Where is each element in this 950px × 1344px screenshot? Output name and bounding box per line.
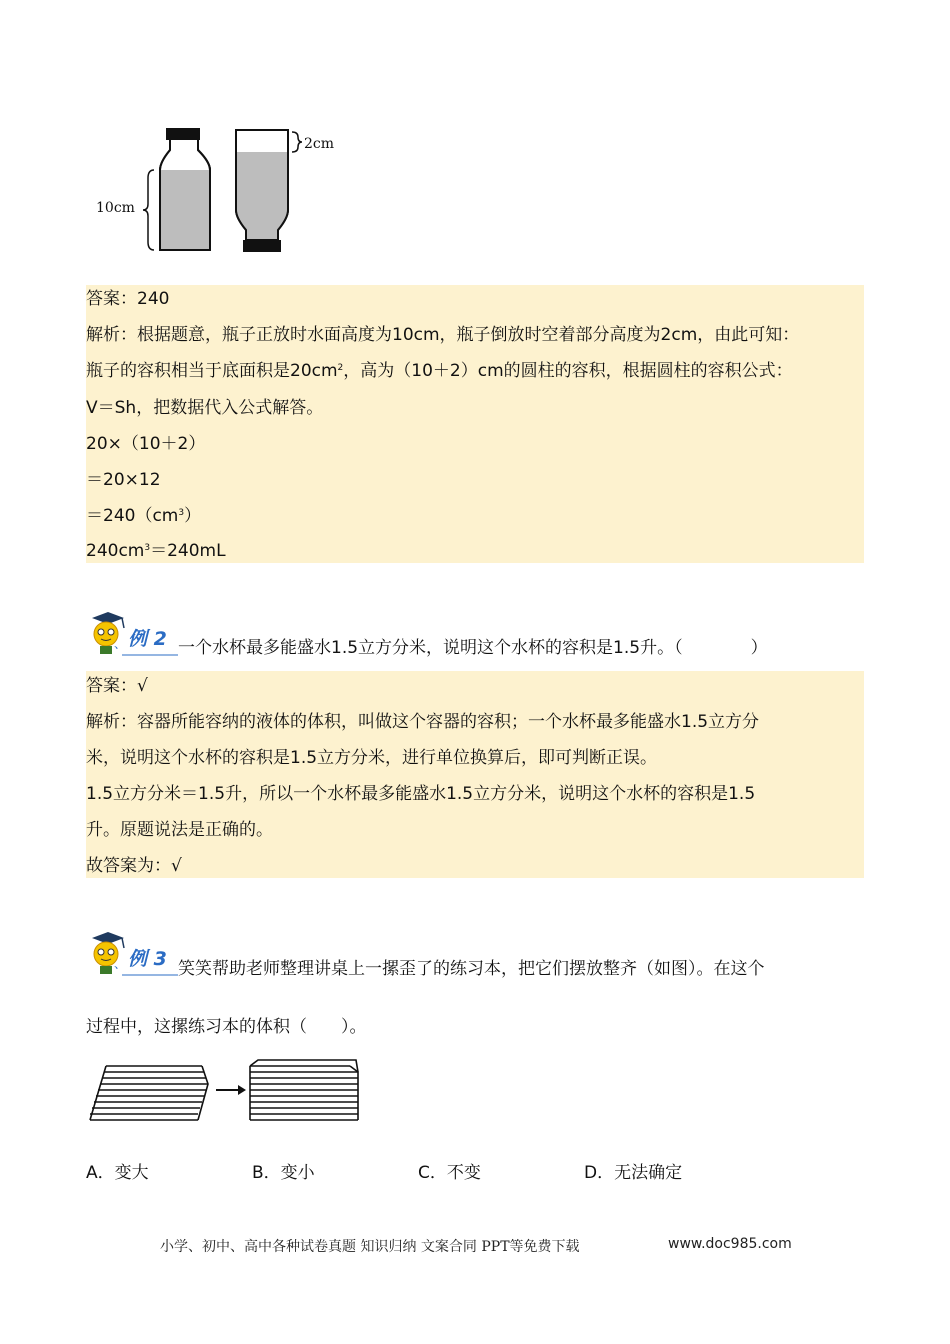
example3-question-line1: 笑笑帮助老师整理讲桌上一摞歪了的练习本，把它们摆放整齐（如图）。在这个: [178, 959, 765, 979]
notebook-stack-diagram: [88, 1056, 368, 1128]
example1-calc2: ＝20×12: [86, 470, 161, 490]
example2-badge: 例 2: [128, 628, 167, 650]
bottle-figure: [88, 122, 348, 257]
option-d: D．无法确定: [584, 1163, 683, 1183]
option-a: A．变大: [86, 1163, 149, 1183]
left-bottle-cap: [166, 128, 200, 140]
tilted-stack: [90, 1066, 208, 1120]
example3-header: [86, 928, 866, 978]
example1-analysis-line2: 瓶子的容积相当于底面积是$20cm^2$，高为（10＋2）cm的圆柱的容积，根据圆柱的容积公式：: [86, 361, 793, 381]
example1-analysis-line1: 解析：根据题意，瓶子正放时水面高度为10cm，瓶子倒放时空着部分高度为2cm，由此可知：: [86, 325, 800, 345]
example2-conclusion: 故答案为：√: [86, 856, 182, 876]
aligned-stack: [250, 1060, 358, 1120]
notebook-stack-figure: [88, 1056, 368, 1128]
footer-text: 小学、初中、高中各种试卷真题 知识归纳 文案合同 PPT等免费下载: [160, 1239, 580, 1255]
example1-calc3: $=240(cm^3)$: [86, 506, 202, 526]
left-bottle-water: [161, 170, 209, 249]
right-bottle-cap: [243, 240, 281, 252]
option-b: B．变小: [252, 1163, 315, 1183]
example2-header: [86, 610, 866, 658]
label-2cm: 2cm: [304, 136, 335, 152]
svg-text:、: 、: [114, 637, 127, 651]
example3-question-line2: 过程中，这摞练习本的体积（ ）。: [86, 1017, 367, 1037]
svg-text:、: 、: [114, 957, 127, 971]
footer-url[interactable]: www.doc985.com: [668, 1236, 792, 1252]
example3-badge: 例 3: [128, 948, 167, 970]
example1-answer-box: [86, 285, 864, 563]
example2-analysis-line4: 升。原题说法是正确的。: [86, 820, 273, 840]
arrow-icon: [216, 1085, 246, 1095]
label-10cm: 10cm: [96, 200, 135, 216]
example2-analysis-line2: 米，说明这个水杯的容积是1.5立方分米，进行单位换算后，即可判断正误。: [86, 748, 658, 768]
brace-2cm: [292, 132, 302, 152]
example2-answer-box: [86, 671, 864, 878]
right-bottle-water: [237, 152, 287, 239]
example1-calc4: $240cm^3=240mL$: [86, 541, 226, 561]
example1-analysis-line3: V＝Sh，把数据代入公式解答。: [86, 398, 324, 418]
brace-10cm: [143, 170, 154, 250]
example1-calc1: 20×（10＋2）: [86, 434, 206, 454]
example2-question: 一个水杯最多能盛水1.5立方分米，说明这个水杯的容积是1.5升。（ ）: [178, 638, 768, 658]
example2-analysis-line1: 解析：容器所能容纳的液体的体积，叫做这个容器的容积；一个水杯最多能盛水1.5立方分: [86, 712, 760, 732]
example2-answer: 答案：√: [86, 676, 148, 696]
option-c: C．不变: [418, 1163, 481, 1183]
example1-answer: 答案：240: [86, 289, 170, 309]
example2-analysis-line3: 1.5立方分米＝1.5升，所以一个水杯最多能盛水1.5立方分米，说明这个水杯的容积是1.5: [86, 784, 756, 804]
